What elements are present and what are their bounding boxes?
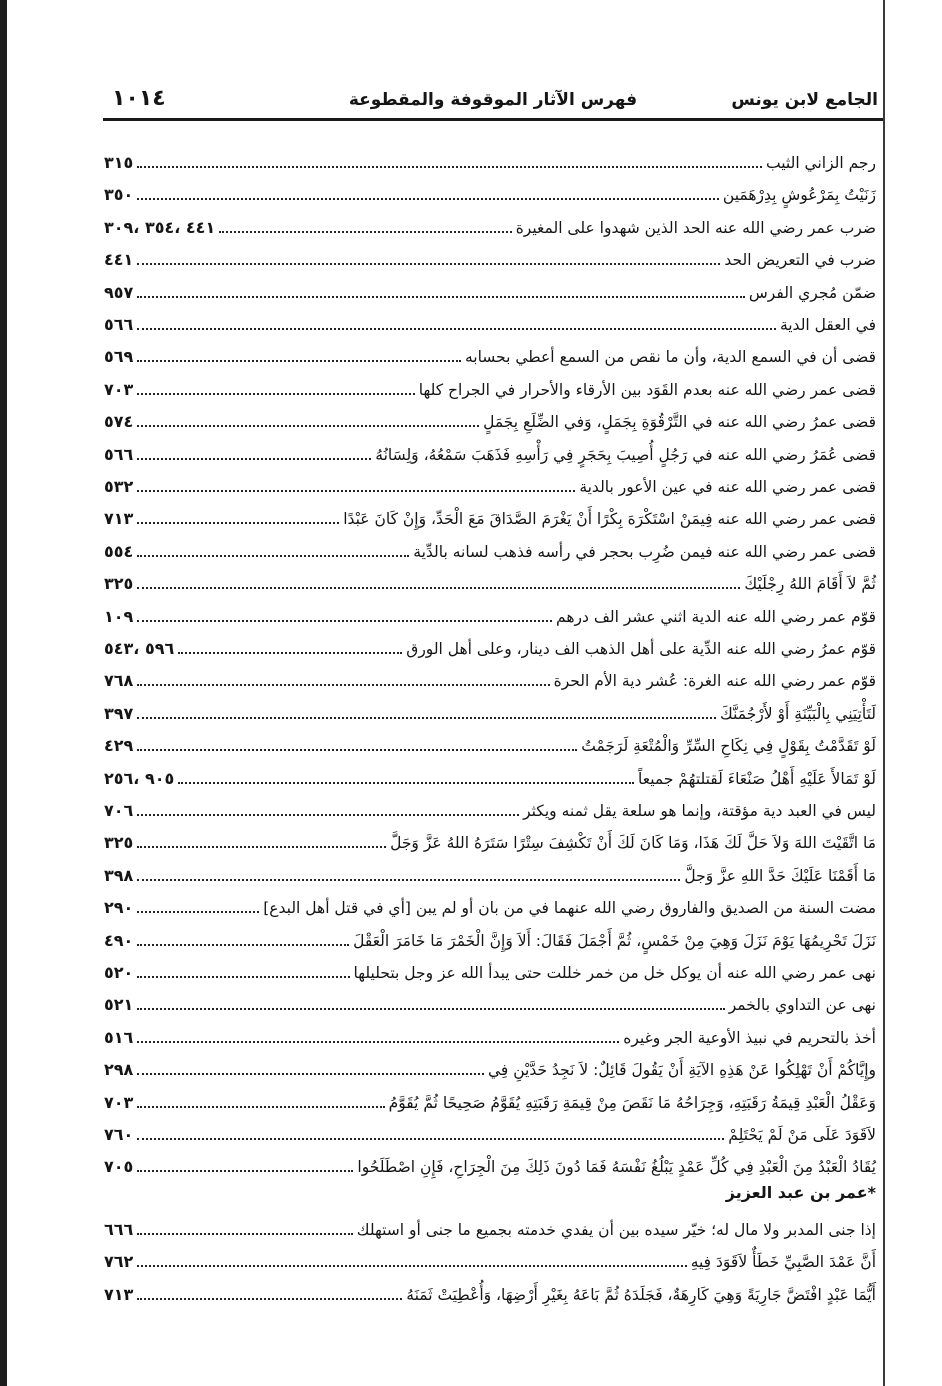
- entry-pages: ٥٦٩: [104, 347, 134, 366]
- book-title: الجامع لابن يونس: [731, 90, 878, 110]
- entry-pages: ٥٦٦: [104, 315, 134, 334]
- entry-pages: ٧٠٥: [104, 1157, 134, 1176]
- leader-dots: [137, 749, 577, 751]
- entry-pages: ٤٤١ ،٣٥٤ ،٣٠٩: [104, 218, 216, 237]
- entry-pages: ٧١٣: [104, 509, 134, 528]
- entry-text: قضى عمر رضي الله عنه بعدم القَوَد بين الأرقاء والأحرار في الجراح كلها: [418, 381, 876, 399]
- leader-dots: [137, 1298, 402, 1300]
- index-entry: [104, 1280, 876, 1306]
- leader-dots: [137, 360, 461, 362]
- entry-text: قوّم عمر رضي الله عنه الدية اثني عشر الف درهم: [556, 608, 876, 626]
- index-entry: [104, 342, 876, 368]
- index-entry: [104, 602, 876, 628]
- entry-text: ضمّن مُجري الفرس: [748, 284, 876, 302]
- index-entry: [104, 926, 876, 952]
- index-entry: [104, 666, 876, 692]
- index-entry: [104, 440, 876, 466]
- entry-pages: ٥٩٦ ،٥٤٣: [104, 639, 175, 658]
- entry-pages: ١٠٩: [104, 607, 134, 626]
- index-entry: [104, 828, 876, 854]
- entry-text: قوّم عمر رضي الله عنه الغرة: عُشر دية الأم الحرة: [553, 672, 876, 690]
- index-entry: [104, 893, 876, 919]
- leader-dots: [137, 587, 740, 589]
- leader-dots: [137, 879, 680, 881]
- entry-text: ضرب عمر رضي الله عنه الحد الذين شهدوا على المغيرة: [515, 219, 876, 237]
- index-entry: [104, 148, 876, 174]
- entry-pages: ٧٠٣: [104, 380, 134, 399]
- index-entry: [104, 537, 876, 563]
- header-rule: [103, 118, 883, 121]
- leader-dots: [137, 263, 720, 265]
- entry-text: قضى عمر رضي الله عنه فِيمَنْ اسْتَكْرَهَ بِكْرًا أَنْ يَغْرَمَ الصَّدَاقَ مَعَ الْحَدِّ، وَإِنْ كَانَ عَبْدًا: [343, 510, 876, 528]
- entry-pages: ٥١٦: [104, 1028, 134, 1047]
- index-entry: [104, 278, 876, 304]
- page-header: [108, 86, 878, 116]
- entry-text: لاَقَوَدَ عَلَى مَنْ لَمْ يَحْتَلِمْ: [728, 1126, 876, 1144]
- entry-pages: ٣٩٨: [104, 866, 134, 885]
- entry-text: قضى عمرُ رضي الله عنه في التَّرْقُوَةِ بِجَمَلٍ، وَفي الضِّلَعِ بِجَمَلٍ: [483, 413, 876, 431]
- index-entry: [104, 569, 876, 595]
- leader-dots: [137, 1073, 484, 1075]
- index-entry: [104, 634, 876, 660]
- index-entry: [104, 180, 876, 206]
- entry-pages: ٧٦٢: [104, 1252, 134, 1271]
- entry-text: لَوْ تَقَدَّمْتُ بِقَوْلٍ فِي نِكَاحِ السِّرِّ وَالْمُتْعَةِ لَرَجَمْتُ: [581, 737, 876, 755]
- leader-dots: [137, 814, 519, 816]
- entry-text: في العقل الدية: [779, 316, 876, 334]
- leader-dots: [137, 393, 414, 395]
- index-entry: [104, 1023, 876, 1049]
- leader-dots: [178, 782, 634, 784]
- index-entry: [104, 990, 876, 1016]
- entry-text: قضى عمر رضي الله عنه في عين الأعور بالدية: [579, 478, 876, 496]
- entry-text: قضى أن في السمع الدية، وأن ما نقص من السمع أعطي بحسابه: [464, 348, 876, 366]
- margin-rule: [883, 0, 885, 1386]
- entry-pages: ٥٢١: [104, 995, 134, 1014]
- entry-pages: ٧١٣: [104, 1285, 134, 1304]
- index-entry: [104, 310, 876, 336]
- leader-dots: [137, 1008, 724, 1010]
- leader-dots: [178, 652, 402, 654]
- entry-pages: ٦٦٦: [104, 1220, 134, 1239]
- section-heading: *عمر بن عبد العزيز: [725, 1183, 876, 1202]
- index-entry: [104, 472, 876, 498]
- index-entry: [104, 1152, 876, 1178]
- index-entry: [104, 699, 876, 725]
- index-entry: [104, 213, 876, 239]
- entry-text: رجم الزاني الثيب: [766, 154, 876, 172]
- leader-dots: [137, 684, 549, 686]
- entry-text: أخذ بالتحريم في نبيذ الأوعية الجر وغيره: [623, 1029, 876, 1047]
- index-entry: [104, 504, 876, 530]
- index-entry: [104, 245, 876, 271]
- index-entry: [104, 796, 876, 822]
- entry-text: قضى عمر رضي الله عنه فيمن ضُرِب بحجر في رأسه فذهب لسانه بالدِّية: [413, 543, 876, 561]
- entry-pages: ٣٢٥: [104, 574, 134, 593]
- entry-text: مَا اتَّقَيْتَ اللهَ وَلاَ حَلَّ لَكَ هَذَا، وَمَا كَانَ لَكَ أَنْ تَكْشِفَ سِتْرًا سَتَرَهُ اللهُ عَزَّ وَجَلَّ: [390, 834, 876, 852]
- leader-dots: [137, 976, 349, 978]
- entry-text: قضى عُمَرُ رضي الله عنه في رَجُلٍ أُصِيبَ بِحَجَرٍ فِي رَأْسِهِ فَذَهَبَ سَمْعُهُ، وَلِسَانُهُ: [375, 446, 876, 464]
- leader-dots: [137, 490, 575, 492]
- index-entry: [104, 1120, 876, 1146]
- entry-text: وَعَقْلُ الْعَبْدِ قِيمَةُ رَقَبَتِهِ، وَجِرَاحُهُ مَا نَقَصَ مِنْ قِيمَةِ رَقَبَتِهِ يُقَوَّمُ صَحِيحًا ثُمَّ يُقَوَّمُ: [388, 1094, 876, 1112]
- index-entry: [104, 407, 876, 433]
- entry-pages: ٣٢٥: [104, 833, 134, 852]
- leader-dots: [137, 1170, 353, 1172]
- entry-pages: ٣٥٠: [104, 185, 134, 204]
- entry-text: ضرب في التعريض الحد: [724, 251, 876, 269]
- entry-text: زَنَيْتُ بِمَرْعُوشٍ بِدِرْهَمَين: [722, 186, 876, 204]
- index-entry: [104, 958, 876, 984]
- index-entry: [104, 861, 876, 887]
- entry-text: وإِيَّاكُمْ أَنْ تَهْلِكُوا عَنْ هَذِهِ الآيَةِ أَنْ يَقُولَ قَائِلٌ: لاَ نَجِدُ حَدَّيْنِ فِي: [487, 1061, 876, 1079]
- entry-pages: ٤٢٩: [104, 736, 134, 755]
- entry-text: أَنَّ عَمْدَ الصَّبِيِّ خَطَأٌ لاَقَوَدَ فِيهِ: [690, 1253, 876, 1271]
- index-entry: [104, 1055, 876, 1081]
- leader-dots: [137, 620, 552, 622]
- leader-dots: [219, 231, 511, 233]
- entry-text: يُقَادُ الْعَبْدُ مِنَ الْعَبْدِ فِي كُلِّ عَمْدٍ يَبْلُغُ نَفْسَهُ فَمَا دُونَ ذَلِكَ مِنَ الْجِرَاحِ، فَإِنِ اصْطَلَحُوا: [357, 1158, 876, 1176]
- entry-pages: ٣٩٧: [104, 704, 134, 723]
- entry-pages: ٢٩٨: [104, 1060, 134, 1079]
- entry-pages: ٧٠٣: [104, 1093, 134, 1112]
- index-entry: [104, 1088, 876, 1114]
- entry-text: نَزَلَ تَحْرِيمُهَا يَوْمَ نَزَلَ وَهِيَ مِنْ خَمْسٍ، ثُمَّ أَجْمَلَ فَقَالَ: أَلاَ وَإِنَّ الْخَمْرَ مَا خَامَرَ الْعَقْلَ: [353, 932, 876, 950]
- entry-text: نهى عن التداوي بالخمر: [728, 996, 876, 1014]
- entry-text: مَا أَقَمْنَا عَلَيْكَ حَدَّ اللهِ عزَّ وَجلَّ: [684, 867, 876, 885]
- entry-text: ثُمَّ لاَ أَقَامَ اللهُ رِجْلَيْكَ: [744, 575, 876, 593]
- running-title: فهرس الآثار الموقوفة والمقطوعة: [348, 90, 638, 110]
- leader-dots: [137, 911, 259, 913]
- entry-text: نهى عمر رضي الله عنه أن يوكل خل من خمر خللت حتى يبدأ الله عز وجل بتحليلها: [353, 964, 876, 982]
- entry-pages: ٣١٥: [104, 153, 134, 172]
- entry-pages: ٩٥٧: [104, 283, 134, 302]
- leader-dots: [137, 1265, 686, 1267]
- leader-dots: [137, 717, 716, 719]
- entry-pages: ٤٩٠: [104, 931, 134, 950]
- entry-pages: ٥٧٤: [104, 412, 134, 431]
- entry-text: إذا جنى المدبر ولا مال له؛ خيّر سيده بين أن يفدي خدمته بجميع ما جنى أو استهلك: [356, 1221, 876, 1239]
- leader-dots: [137, 1041, 619, 1043]
- index-entry: [104, 375, 876, 401]
- leader-dots: [137, 555, 409, 557]
- leader-dots: [137, 1233, 352, 1235]
- scan-left-edge: [0, 0, 7, 1386]
- entry-pages: ٢٩٠: [104, 898, 134, 917]
- leader-dots: [137, 458, 371, 460]
- leader-dots: [137, 522, 339, 524]
- leader-dots: [137, 846, 386, 848]
- entry-pages: ٥٦٦: [104, 445, 134, 464]
- leader-dots: [137, 296, 745, 298]
- leader-dots: [137, 1138, 724, 1140]
- entry-pages: ٤٤١: [104, 250, 134, 269]
- entry-text: قوّم عمرُ رضي الله عنه الدِّية على أهل الذهب الف دينار، وعلى أهل الورق: [406, 640, 876, 658]
- leader-dots: [137, 425, 479, 427]
- index-entry: [104, 764, 876, 790]
- entry-text: لَوْ تَمَالأَ عَلَيْهِ أَهْلُ صَنْعَاءَ لَقتلتهُمْ جميعاً: [638, 770, 876, 788]
- entry-pages: ٥٢٠: [104, 963, 134, 982]
- entry-pages: ٥٥٤: [104, 542, 134, 561]
- page-number: ١٠١٤: [112, 86, 166, 111]
- leader-dots: [137, 944, 349, 946]
- index-entry: [104, 731, 876, 757]
- entry-text: أَيُّمَا عَبْدٍ افْتَضَّ جَارِيَةً وَهِيَ كَارِهَةٌ، فَجَلَدَهُ ثُمَّ بَاعَهُ بِغَيْرِ أَرْضِهَا، وَأُعْطِيَتْ ثَمَنَهُ: [406, 1286, 876, 1304]
- entry-text: لَتَأْتِيَنِي بِالْبَيِّنَةِ أَوْ لأَرْجُمَنَّكَ: [720, 705, 876, 723]
- entry-text: ليس في العبد دية مؤقتة، وإنما هو سلعة يقل ثمنه ويكثر: [523, 802, 876, 820]
- leader-dots: [137, 166, 762, 168]
- index-entry: [104, 1215, 876, 1241]
- leader-dots: [137, 328, 776, 330]
- entry-text: مضت السنة من الصديق والفاروق رضي الله عنهما في من بان أو لم يبن [أي في قتل أهل البدع]: [263, 899, 876, 917]
- leader-dots: [137, 1106, 384, 1108]
- entry-pages: ٧٦٠: [104, 1125, 134, 1144]
- entry-pages: ٧٦٨: [104, 671, 134, 690]
- entry-pages: ٧٠٦: [104, 801, 134, 820]
- entry-pages: ٩٠٥ ،٢٥٦: [104, 769, 175, 788]
- index-entry: [104, 1247, 876, 1273]
- leader-dots: [137, 198, 719, 200]
- entry-pages: ٥٣٢: [104, 477, 134, 496]
